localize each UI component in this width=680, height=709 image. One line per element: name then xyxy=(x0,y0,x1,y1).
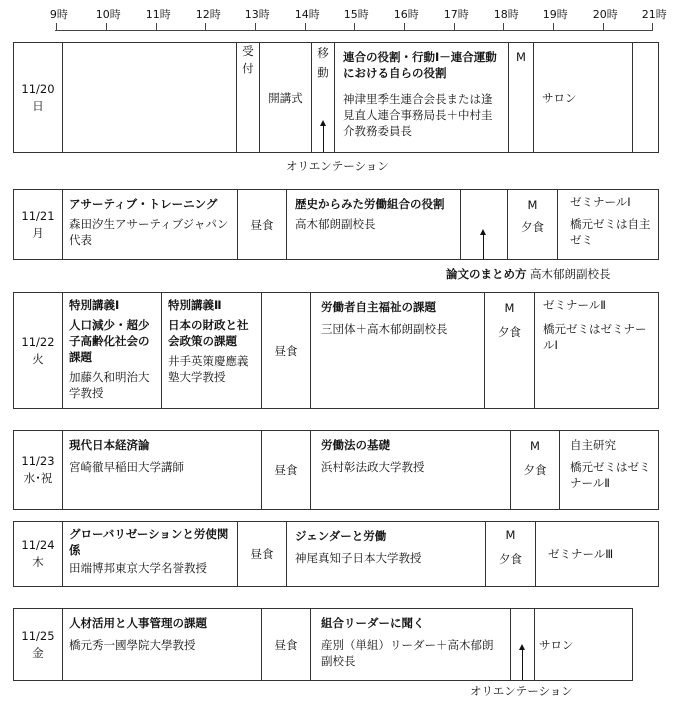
session-speaker: 橋元秀一國學院大學教授 xyxy=(69,638,196,652)
lunch-label: 昼食 xyxy=(250,217,274,232)
empty-cell xyxy=(632,43,658,152)
lunch-label: 昼食 xyxy=(274,463,298,477)
day-row-1121 xyxy=(13,189,659,260)
orientation-note: オリエンテーション xyxy=(286,159,389,173)
lecture-cell xyxy=(334,43,508,152)
move-cell xyxy=(311,43,334,152)
lecture-speaker: 加藤久和明治大学教授 xyxy=(69,370,150,400)
afternoon-session xyxy=(310,431,510,509)
dinner-cell xyxy=(507,190,557,259)
afternoon-session xyxy=(310,609,510,680)
hour-label: 19時 xyxy=(542,8,568,21)
lunch-cell xyxy=(261,293,310,408)
day-row-1124 xyxy=(13,521,659,587)
day-row-1125 xyxy=(13,608,633,681)
day-row-1120 xyxy=(13,42,659,153)
salon-label: サロン xyxy=(539,637,574,652)
evening-cell xyxy=(533,43,632,152)
lunch-cell xyxy=(261,431,310,509)
session-speaker: 高木郁朗副校長 xyxy=(295,217,376,231)
afternoon-session xyxy=(310,293,484,408)
hour-label: 10時 xyxy=(95,8,121,21)
day-row-1123 xyxy=(13,430,659,510)
evening-title: ゼミナールⅠ xyxy=(570,195,631,209)
lecture-head: 特別講義Ⅰ xyxy=(69,298,120,312)
opening-cell xyxy=(259,43,311,152)
axis-tick xyxy=(652,23,653,30)
morning-session xyxy=(62,609,261,680)
session-title: 現代日本経済論 xyxy=(69,438,150,452)
evening-session xyxy=(534,293,658,408)
axis-tick xyxy=(305,23,306,30)
weekday: 金 xyxy=(32,645,44,660)
axis-tick xyxy=(503,23,504,30)
morning-session xyxy=(62,522,237,586)
session-speaker: 神尾真知子日本大学教授 xyxy=(295,551,422,565)
hour-label: 15時 xyxy=(343,8,369,21)
hour-label: 16時 xyxy=(393,8,419,21)
empty-cell xyxy=(510,609,534,680)
date: 11/25 xyxy=(21,628,55,643)
axis-tick xyxy=(603,23,604,30)
lunch-label: 昼食 xyxy=(250,547,274,561)
dinner-cell xyxy=(484,293,534,408)
dinner-label: 夕食 xyxy=(499,552,522,566)
session-speaker: 宮崎徹早稲田大学講師 xyxy=(69,460,184,474)
special-lecture-1 xyxy=(62,293,161,408)
evening-title: ゼミナールⅢ xyxy=(548,547,614,561)
hour-label: 18時 xyxy=(493,8,519,21)
session-speaker: 三団体＋高木郁朗副校長 xyxy=(321,322,448,336)
session-title: グローバリゼーションと労使関係 xyxy=(69,527,229,557)
dinner-label: 夕食 xyxy=(498,325,521,339)
hour-label: 20時 xyxy=(592,8,618,21)
lunch-label: 昼食 xyxy=(274,343,298,358)
evening-session xyxy=(535,522,658,586)
morning-session xyxy=(62,431,261,509)
session-title: 組合リーダーに聞く xyxy=(321,616,425,630)
evening-title: 自主研究 xyxy=(570,438,616,452)
orientation-note: オリエンテーション xyxy=(470,684,573,698)
date-cell xyxy=(14,609,62,680)
evening-note: 橋元ゼミはゼミナールⅡ xyxy=(570,460,651,490)
session-speaker: 浜村彰法政大学教授 xyxy=(321,460,425,474)
date: 11/23 xyxy=(21,454,55,468)
date: 11/20 xyxy=(21,81,55,96)
date: 11/21 xyxy=(21,208,55,223)
axis-tick xyxy=(106,23,107,30)
session-title: ジェンダーと労働 xyxy=(295,529,387,543)
hour-label: 14時 xyxy=(294,8,320,21)
dinner-label: 夕食 xyxy=(523,463,547,477)
session-speaker: 森田汐生アサーティブジャパン代表 xyxy=(69,217,229,247)
date-cell xyxy=(14,522,62,586)
axis-tick xyxy=(404,23,405,30)
axis-tick xyxy=(354,23,355,30)
lunch-cell xyxy=(261,609,310,680)
evening-session xyxy=(557,190,658,259)
evening-note: 橋元ゼミはゼミナールⅠ xyxy=(543,322,647,352)
weekday: 月 xyxy=(32,225,44,240)
session-title: 労働者自主福祉の課題 xyxy=(321,300,436,314)
thesis-title: 論文のまとめ方 xyxy=(446,267,527,281)
session-title: アサーティブ・トレーニング xyxy=(69,197,218,211)
axis-tick xyxy=(553,23,554,30)
empty-morning-cell xyxy=(62,43,236,152)
weekday: 木 xyxy=(32,555,44,569)
day-row-1122 xyxy=(13,292,659,409)
opening-label: 開講式 xyxy=(268,90,303,105)
m-label: M xyxy=(516,50,526,64)
lecture-title: 人口減少・超少子高齢化社会の課題 xyxy=(69,318,150,364)
weekday: 日 xyxy=(32,98,44,113)
lecture-head: 特別講義Ⅱ xyxy=(168,298,222,312)
lecture-title: 日本の財政と社会政策の課題 xyxy=(168,318,249,348)
date-cell xyxy=(14,293,62,408)
empty-cell xyxy=(460,190,507,259)
salon-label: サロン xyxy=(542,90,577,105)
dinner-cell xyxy=(485,522,535,586)
evening-note: 橋元ゼミは自主ゼミ xyxy=(570,217,651,247)
axis-tick xyxy=(56,23,57,30)
weekday: 火 xyxy=(32,351,44,366)
hour-label: 11時 xyxy=(145,8,171,21)
hour-label: 17時 xyxy=(443,8,469,21)
m-cell xyxy=(508,43,533,152)
move-label: 移動 xyxy=(316,47,330,86)
date-cell xyxy=(14,190,62,259)
axis-tick xyxy=(255,23,256,30)
evening-session xyxy=(559,431,658,509)
session-title: 歴史からみた労働組合の役割 xyxy=(295,197,445,211)
date-cell xyxy=(14,43,62,152)
session-title: 労働法の基礎 xyxy=(321,438,390,452)
morning-session xyxy=(62,190,237,259)
date-cell xyxy=(14,431,62,509)
lecture-title: 連合の役割・行動Ⅰ－連合運動における自らの役割 xyxy=(343,50,497,80)
hour-label: 21時 xyxy=(641,8,667,21)
lunch-cell xyxy=(237,190,286,259)
m-label: M xyxy=(530,439,540,453)
evening-cell xyxy=(534,609,632,680)
afternoon-session xyxy=(286,190,460,259)
date: 11/22 xyxy=(21,334,55,349)
arrow-up-icon xyxy=(483,234,484,259)
m-label: M xyxy=(505,528,516,542)
axis-tick xyxy=(454,23,455,30)
m-label: M xyxy=(504,301,515,315)
reception-label: 受付 xyxy=(241,45,255,80)
m-label: M xyxy=(527,198,538,212)
lecture-speaker: 井手英策慶應義塾大学教授 xyxy=(168,354,249,384)
dinner-label: 夕食 xyxy=(521,220,544,234)
lunch-label: 昼食 xyxy=(274,637,298,652)
hour-label: 12時 xyxy=(195,8,221,21)
weekday: 水･祝 xyxy=(23,471,53,485)
axis-tick xyxy=(205,23,206,30)
special-lecture-2 xyxy=(161,293,261,408)
lecture-speaker: 神津里季生連合会長または逢見直人連合事務局長＋中村圭介教務委員長 xyxy=(343,92,493,138)
axis-line xyxy=(55,30,653,31)
thesis-speaker: 高木郁朗副校長 xyxy=(530,267,611,281)
session-speaker: 田端博邦東京大学名誉教授 xyxy=(69,561,207,575)
axis-tick xyxy=(156,23,157,30)
date: 11/24 xyxy=(21,538,55,552)
dinner-cell xyxy=(510,431,559,509)
lunch-cell xyxy=(237,522,286,586)
hour-label: 13時 xyxy=(244,8,270,21)
afternoon-session xyxy=(286,522,485,586)
reception-cell xyxy=(236,43,259,152)
evening-title: ゼミナールⅡ xyxy=(543,298,606,312)
arrow-up-icon xyxy=(323,125,324,152)
hour-label: 9時 xyxy=(49,8,68,21)
arrow-up-icon xyxy=(522,649,523,680)
session-speaker: 産別（単組）リーダー＋高木郁朗副校長 xyxy=(321,638,494,668)
session-title: 人材活用と人事管理の課題 xyxy=(69,616,207,630)
